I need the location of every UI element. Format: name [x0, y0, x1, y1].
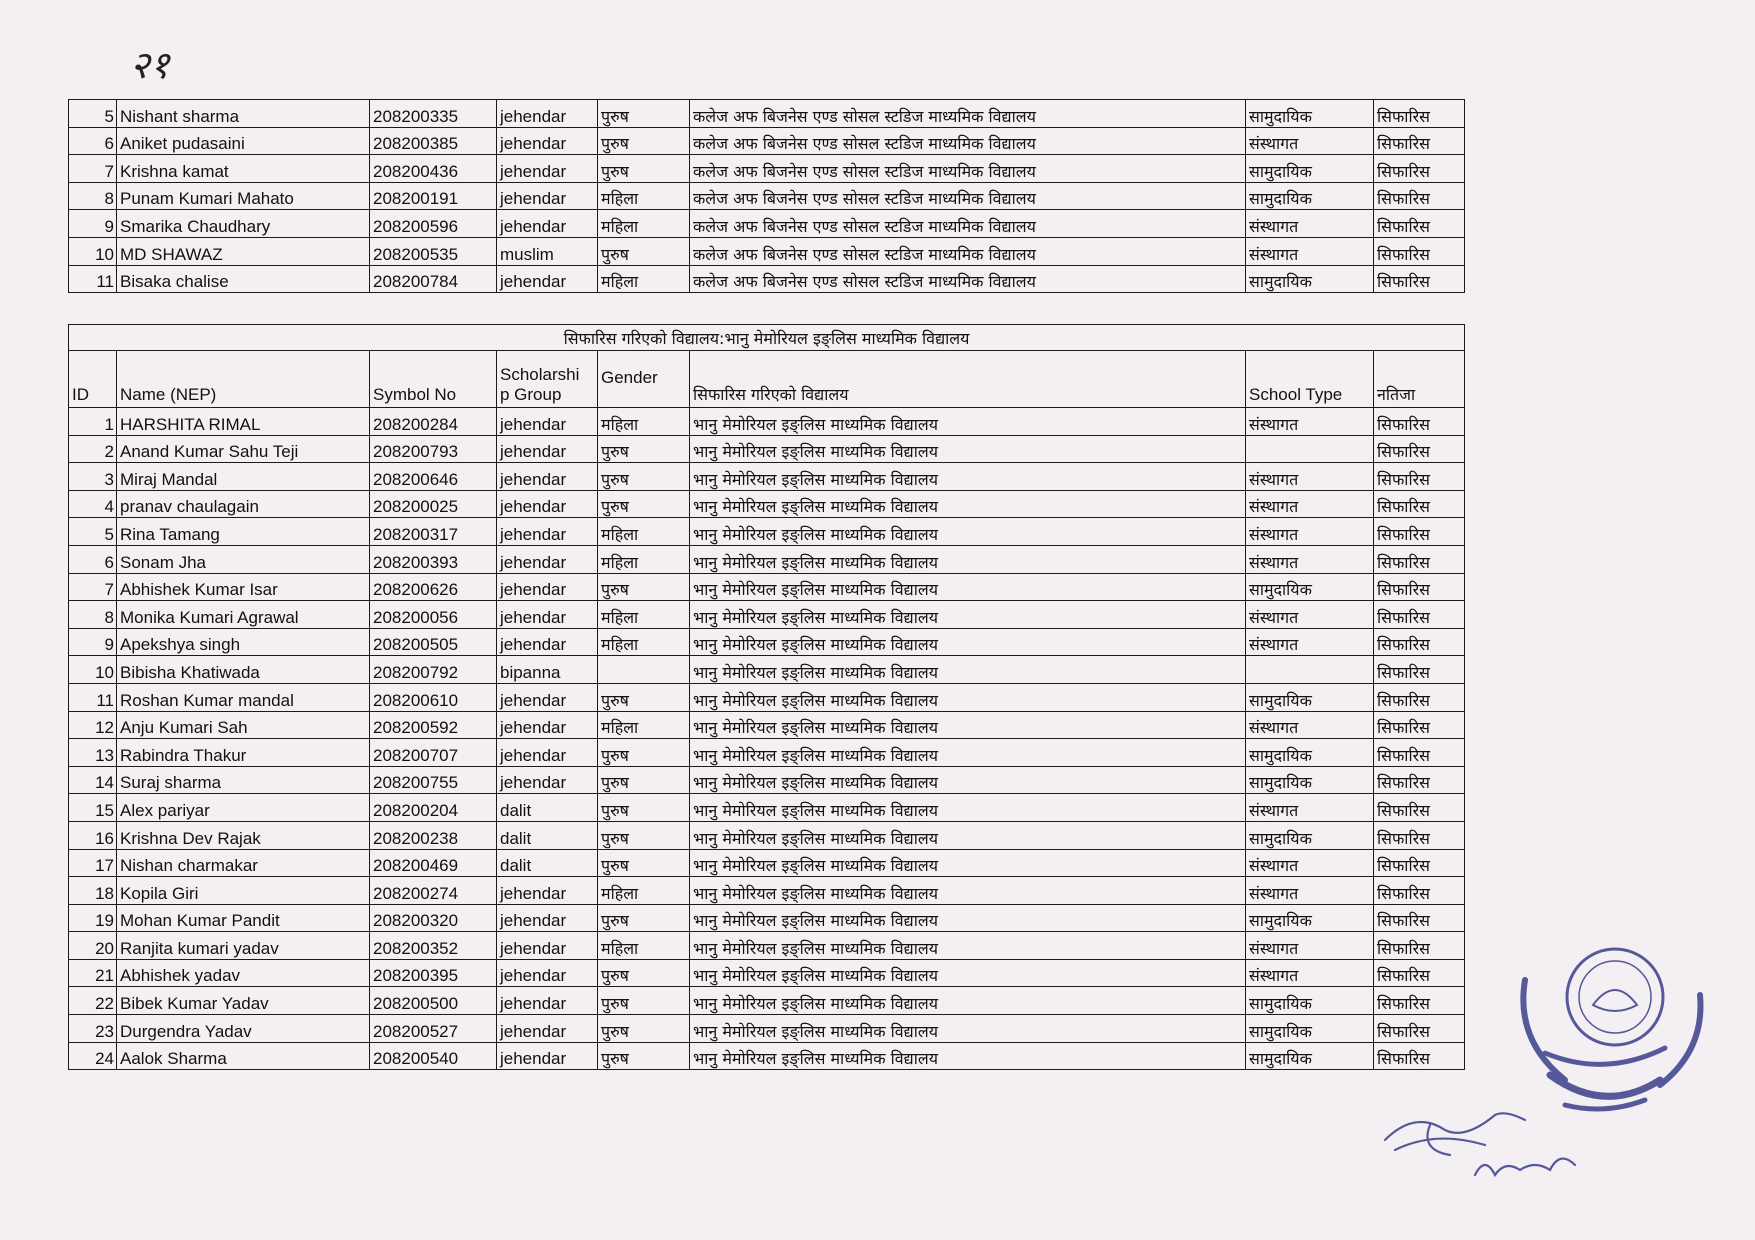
continued-results-table — [68, 99, 1465, 293]
table-row — [69, 821, 1465, 849]
cell-result: सिफारिस — [1374, 463, 1465, 491]
table-row — [69, 265, 1465, 293]
cell-gender: पुरुष — [598, 127, 690, 155]
cell-group: jehendar — [497, 628, 598, 656]
cell-school-type: संस्थागत — [1246, 711, 1374, 739]
table-row — [69, 237, 1465, 265]
header-school: सिफारिस गरिएको विद्यालय — [690, 351, 1246, 408]
cell-group: jehendar — [497, 1042, 598, 1070]
cell-school: भानु मेमोरियल इङ्लिस माध्यमिक विद्यालय — [690, 932, 1246, 960]
cell-school: भानु मेमोरियल इङ्लिस माध्यमिक विद्यालय — [690, 683, 1246, 711]
cell-symbol: 208200540 — [370, 1042, 497, 1070]
table-row — [69, 1042, 1465, 1070]
table-row — [69, 155, 1465, 183]
cell-id: 7 — [69, 573, 117, 601]
cell-result: सिफारिस — [1374, 904, 1465, 932]
cell-name: MD SHAWAZ — [117, 237, 370, 265]
header-group — [497, 351, 598, 408]
cell-gender: पुरुष — [598, 849, 690, 877]
cell-gender: पुरुष — [598, 959, 690, 987]
cell-school-type: संस्थागत — [1246, 545, 1374, 573]
cell-school-type: संस्थागत — [1246, 932, 1374, 960]
cell-group: jehendar — [497, 545, 598, 573]
cell-school-type: सामुदायिक — [1246, 155, 1374, 183]
cell-result: सिफारिस — [1374, 987, 1465, 1015]
cell-gender: पुरुष — [598, 1042, 690, 1070]
table-row — [69, 849, 1465, 877]
cell-id: 6 — [69, 545, 117, 573]
cell-gender: पुरुष — [598, 821, 690, 849]
cell-school: भानु मेमोरियल इङ्लिस माध्यमिक विद्यालय — [690, 1015, 1246, 1043]
cell-name: Abhishek yadav — [117, 959, 370, 987]
cell-group: jehendar — [497, 683, 598, 711]
table-row — [69, 794, 1465, 822]
cell-school: कलेज अफ बिजनेस एण्ड सोसल स्टडिज माध्यमिक विद्यालय — [690, 100, 1246, 128]
table-row — [69, 656, 1465, 684]
cell-group: jehendar — [497, 408, 598, 436]
cell-name: Krishna Dev Rajak — [117, 821, 370, 849]
table-row — [69, 628, 1465, 656]
cell-result: सिफारिस — [1374, 545, 1465, 573]
cell-group: dalit — [497, 821, 598, 849]
cell-gender: पुरुष — [598, 463, 690, 491]
cell-id: 8 — [69, 601, 117, 629]
cell-group: jehendar — [497, 877, 598, 905]
cell-group: jehendar — [497, 127, 598, 155]
cell-school-type: सामुदायिक — [1246, 100, 1374, 128]
cell-school: भानु मेमोरियल इङ्लिस माध्यमिक विद्यालय — [690, 601, 1246, 629]
cell-group: jehendar — [497, 766, 598, 794]
cell-school: भानु मेमोरियल इङ्लिस माध्यमिक विद्यालय — [690, 463, 1246, 491]
cell-school: कलेज अफ बिजनेस एण्ड सोसल स्टडिज माध्यमिक विद्यालय — [690, 210, 1246, 238]
cell-school-type: संस्थागत — [1246, 237, 1374, 265]
cell-result: सिफारिस — [1374, 435, 1465, 463]
cell-result: सिफारिस — [1374, 573, 1465, 601]
cell-gender: पुरुष — [598, 904, 690, 932]
cell-symbol: 208200626 — [370, 573, 497, 601]
cell-name: HARSHITA RIMAL — [117, 408, 370, 436]
cell-group: jehendar — [497, 210, 598, 238]
cell-school-type: संस्थागत — [1246, 518, 1374, 546]
cell-school: भानु मेमोरियल इङ्लिस माध्यमिक विद्यालय — [690, 739, 1246, 767]
cell-school-type: सामुदायिक — [1246, 739, 1374, 767]
cell-school: भानु मेमोरियल इङ्लिस माध्यमिक विद्यालय — [690, 849, 1246, 877]
cell-school-type: संस्थागत — [1246, 210, 1374, 238]
cell-result: सिफारिस — [1374, 766, 1465, 794]
cell-gender: पुरुष — [598, 739, 690, 767]
cell-result: सिफारिस — [1374, 155, 1465, 183]
cell-symbol: 208200395 — [370, 959, 497, 987]
cell-school: भानु मेमोरियल इङ्लिस माध्यमिक विद्यालय — [690, 959, 1246, 987]
cell-name: Bibisha Khatiwada — [117, 656, 370, 684]
cell-school: भानु मेमोरियल इङ्लिस माध्यमिक विद्यालय — [690, 794, 1246, 822]
cell-group: jehendar — [497, 932, 598, 960]
cell-group: jehendar — [497, 435, 598, 463]
cell-gender: महिला — [598, 877, 690, 905]
table-row — [69, 182, 1465, 210]
cell-gender: महिला — [598, 711, 690, 739]
cell-name: Rina Tamang — [117, 518, 370, 546]
cell-name: Kopila Giri — [117, 877, 370, 905]
cell-symbol: 208200320 — [370, 904, 497, 932]
cell-id: 15 — [69, 794, 117, 822]
cell-result: सिफारिस — [1374, 656, 1465, 684]
cell-name: Ranjita kumari yadav — [117, 932, 370, 960]
cell-result: सिफारिस — [1374, 182, 1465, 210]
cell-name: Bibek Kumar Yadav — [117, 987, 370, 1015]
cell-symbol: 208200352 — [370, 932, 497, 960]
cell-group: jehendar — [497, 265, 598, 293]
cell-group: jehendar — [497, 518, 598, 546]
page-number: २१ — [130, 43, 170, 87]
cell-id: 14 — [69, 766, 117, 794]
table-row — [69, 1015, 1465, 1043]
table-row — [69, 601, 1465, 629]
cell-school: भानु मेमोरियल इङ्लिस माध्यमिक विद्यालय — [690, 711, 1246, 739]
cell-result: सिफारिस — [1374, 1042, 1465, 1070]
cell-gender: महिला — [598, 210, 690, 238]
cell-symbol: 208200274 — [370, 877, 497, 905]
cell-group: muslim — [497, 237, 598, 265]
table-header-row — [69, 351, 1465, 408]
cell-symbol: 208200592 — [370, 711, 497, 739]
cell-id: 18 — [69, 877, 117, 905]
cell-id: 10 — [69, 237, 117, 265]
cell-name: Roshan Kumar mandal — [117, 683, 370, 711]
cell-gender: पुरुष — [598, 987, 690, 1015]
cell-school-type: संस्थागत — [1246, 794, 1374, 822]
cell-school-type: संस्थागत — [1246, 628, 1374, 656]
cell-school: भानु मेमोरियल इङ्लिस माध्यमिक विद्यालय — [690, 490, 1246, 518]
cell-id: 21 — [69, 959, 117, 987]
cell-gender: महिला — [598, 932, 690, 960]
cell-gender: महिला — [598, 628, 690, 656]
cell-school: भानु मेमोरियल इङ्लिस माध्यमिक विद्यालय — [690, 877, 1246, 905]
cell-id: 22 — [69, 987, 117, 1015]
cell-school: कलेज अफ बिजनेस एण्ड सोसल स्टडिज माध्यमिक विद्यालय — [690, 127, 1246, 155]
cell-gender: पुरुष — [598, 100, 690, 128]
cell-name: Smarika Chaudhary — [117, 210, 370, 238]
cell-symbol: 208200436 — [370, 155, 497, 183]
cell-group: jehendar — [497, 100, 598, 128]
cell-id: 3 — [69, 463, 117, 491]
cell-id: 8 — [69, 182, 117, 210]
cell-gender: पुरुष — [598, 794, 690, 822]
cell-result: सिफारिस — [1374, 601, 1465, 629]
cell-school-type: सामुदायिक — [1246, 573, 1374, 601]
cell-gender: पुरुष — [598, 683, 690, 711]
cell-symbol: 208200385 — [370, 127, 497, 155]
cell-name: Aniket pudasaini — [117, 127, 370, 155]
cell-group: jehendar — [497, 711, 598, 739]
continued-results-body — [69, 100, 1465, 293]
cell-name: Alex pariyar — [117, 794, 370, 822]
cell-group: jehendar — [497, 573, 598, 601]
cell-gender: महिला — [598, 408, 690, 436]
cell-symbol: 208200646 — [370, 463, 497, 491]
table-row — [69, 904, 1465, 932]
cell-symbol: 208200596 — [370, 210, 497, 238]
table-row — [69, 877, 1465, 905]
cell-id: 9 — [69, 210, 117, 238]
cell-name: Anju Kumari Sah — [117, 711, 370, 739]
cell-school-type: संस्थागत — [1246, 601, 1374, 629]
table-row — [69, 739, 1465, 767]
cell-group: dalit — [497, 849, 598, 877]
cell-group: jehendar — [497, 1015, 598, 1043]
header-name: Name (NEP) — [117, 351, 370, 408]
cell-school: भानु मेमोरियल इङ्लिस माध्यमिक विद्यालय — [690, 904, 1246, 932]
cell-group: jehendar — [497, 182, 598, 210]
cell-symbol: 208200393 — [370, 545, 497, 573]
cell-symbol: 208200505 — [370, 628, 497, 656]
cell-symbol: 208200792 — [370, 656, 497, 684]
cell-symbol: 208200793 — [370, 435, 497, 463]
cell-gender: पुरुष — [598, 155, 690, 183]
cell-id: 24 — [69, 1042, 117, 1070]
cell-gender: महिला — [598, 265, 690, 293]
cell-school-type — [1246, 435, 1374, 463]
cell-school-type: सामुदायिक — [1246, 821, 1374, 849]
cell-name: Anand Kumar Sahu Teji — [117, 435, 370, 463]
cell-id: 19 — [69, 904, 117, 932]
school-results-table — [68, 324, 1465, 1070]
cell-name: pranav chaulagain — [117, 490, 370, 518]
cell-name: Apekshya singh — [117, 628, 370, 656]
cell-id: 5 — [69, 100, 117, 128]
cell-id: 11 — [69, 683, 117, 711]
header-result: नतिजा — [1374, 351, 1465, 408]
table-row — [69, 100, 1465, 128]
cell-gender: महिला — [598, 182, 690, 210]
cell-symbol: 208200284 — [370, 408, 497, 436]
cell-school-type: संस्थागत — [1246, 127, 1374, 155]
cell-school: भानु मेमोरियल इङ्लिस माध्यमिक विद्यालय — [690, 408, 1246, 436]
cell-school-type — [1246, 656, 1374, 684]
cell-gender: महिला — [598, 601, 690, 629]
table-row — [69, 408, 1465, 436]
cell-result: सिफारिस — [1374, 711, 1465, 739]
cell-gender: पुरुष — [598, 1015, 690, 1043]
cell-gender: पुरुष — [598, 490, 690, 518]
cell-group: jehendar — [497, 739, 598, 767]
cell-school-type: संस्थागत — [1246, 959, 1374, 987]
cell-gender: पुरुष — [598, 435, 690, 463]
cell-symbol: 208200500 — [370, 987, 497, 1015]
cell-id: 11 — [69, 265, 117, 293]
cell-result: सिफारिस — [1374, 932, 1465, 960]
cell-school-type: सामुदायिक — [1246, 265, 1374, 293]
cell-result: सिफारिस — [1374, 490, 1465, 518]
cell-group: jehendar — [497, 490, 598, 518]
cell-id: 9 — [69, 628, 117, 656]
header-school-type: School Type — [1246, 351, 1374, 408]
cell-symbol: 208200025 — [370, 490, 497, 518]
cell-school: कलेज अफ बिजनेस एण्ड सोसल स्टडिज माध्यमिक विद्यालय — [690, 182, 1246, 210]
cell-group: jehendar — [497, 601, 598, 629]
cell-school-type: सामुदायिक — [1246, 683, 1374, 711]
cell-name: Durgendra Yadav — [117, 1015, 370, 1043]
table-title: सिफारिस गरिएको विद्यालय:भानु मेमोरियल इङ्लिस माध्यमिक विद्यालय — [69, 325, 1465, 351]
cell-group: dalit — [497, 794, 598, 822]
header-symbol: Symbol No — [370, 351, 497, 408]
cell-id: 16 — [69, 821, 117, 849]
table-row — [69, 463, 1465, 491]
cell-symbol: 208200707 — [370, 739, 497, 767]
cell-school: कलेज अफ बिजनेस एण्ड सोसल स्टडिज माध्यमिक विद्यालय — [690, 237, 1246, 265]
cell-result: सिफारिस — [1374, 408, 1465, 436]
cell-name: Krishna kamat — [117, 155, 370, 183]
cell-result: सिफारिस — [1374, 794, 1465, 822]
header-gender: Gender — [598, 351, 690, 408]
cell-school-type: सामुदायिक — [1246, 904, 1374, 932]
cell-result: सिफारिस — [1374, 628, 1465, 656]
cell-symbol: 208200191 — [370, 182, 497, 210]
cell-symbol: 208200238 — [370, 821, 497, 849]
cell-school-type: सामुदायिक — [1246, 766, 1374, 794]
table-row — [69, 711, 1465, 739]
table-row — [69, 545, 1465, 573]
cell-school-type: संस्थागत — [1246, 408, 1374, 436]
cell-group: jehendar — [497, 959, 598, 987]
cell-school: भानु मेमोरियल इङ्लिस माध्यमिक विद्यालय — [690, 545, 1246, 573]
cell-id: 7 — [69, 155, 117, 183]
table-row — [69, 683, 1465, 711]
cell-name: Suraj sharma — [117, 766, 370, 794]
cell-school: भानु मेमोरियल इङ्लिस माध्यमिक विद्यालय — [690, 656, 1246, 684]
table-row — [69, 127, 1465, 155]
cell-group: jehendar — [497, 155, 598, 183]
cell-symbol: 208200056 — [370, 601, 497, 629]
table-row — [69, 518, 1465, 546]
cell-gender: पुरुष — [598, 573, 690, 601]
cell-symbol: 208200755 — [370, 766, 497, 794]
cell-school: भानु मेमोरियल इङ्लिस माध्यमिक विद्यालय — [690, 821, 1246, 849]
cell-symbol: 208200204 — [370, 794, 497, 822]
cell-id: 23 — [69, 1015, 117, 1043]
school-results-body — [69, 408, 1465, 1070]
cell-school-type: सामुदायिक — [1246, 182, 1374, 210]
cell-school-type: सामुदायिक — [1246, 1015, 1374, 1043]
cell-school-type: संस्थागत — [1246, 463, 1374, 491]
cell-id: 6 — [69, 127, 117, 155]
table-row — [69, 573, 1465, 601]
cell-school: भानु मेमोरियल इङ्लिस माध्यमिक विद्यालय — [690, 518, 1246, 546]
cell-school: कलेज अफ बिजनेस एण्ड सोसल स्टडिज माध्यमिक विद्यालय — [690, 265, 1246, 293]
cell-id: 12 — [69, 711, 117, 739]
cell-result: सिफारिस — [1374, 849, 1465, 877]
cell-result: सिफारिस — [1374, 265, 1465, 293]
cell-id: 20 — [69, 932, 117, 960]
cell-result: सिफारिस — [1374, 959, 1465, 987]
header-group-line2: p Group — [500, 385, 562, 404]
cell-id: 2 — [69, 435, 117, 463]
cell-id: 10 — [69, 656, 117, 684]
cell-gender: पुरुष — [598, 766, 690, 794]
cell-symbol: 208200317 — [370, 518, 497, 546]
cell-school: भानु मेमोरियल इङ्लिस माध्यमिक विद्यालय — [690, 1042, 1246, 1070]
cell-name: Miraj Mandal — [117, 463, 370, 491]
cell-gender: महिला — [598, 518, 690, 546]
table-row — [69, 766, 1465, 794]
cell-gender: महिला — [598, 545, 690, 573]
cell-name: Mohan Kumar Pandit — [117, 904, 370, 932]
cell-symbol: 208200335 — [370, 100, 497, 128]
cell-name: Bisaka chalise — [117, 265, 370, 293]
cell-result: सिफारिस — [1374, 821, 1465, 849]
cell-symbol: 208200784 — [370, 265, 497, 293]
cell-id: 17 — [69, 849, 117, 877]
cell-school: भानु मेमोरियल इङ्लिस माध्यमिक विद्यालय — [690, 628, 1246, 656]
cell-name: Monika Kumari Agrawal — [117, 601, 370, 629]
cell-name: Abhishek Kumar Isar — [117, 573, 370, 601]
cell-name: Nishant sharma — [117, 100, 370, 128]
header-id: ID — [69, 351, 117, 408]
signature — [1375, 1100, 1585, 1190]
cell-gender: पुरुष — [598, 237, 690, 265]
cell-school: भानु मेमोरियल इङ्लिस माध्यमिक विद्यालय — [690, 435, 1246, 463]
cell-school-type: सामुदायिक — [1246, 1042, 1374, 1070]
cell-name: Nishan charmakar — [117, 849, 370, 877]
header-group-line1: Scholarshi — [500, 365, 580, 384]
cell-id: 4 — [69, 490, 117, 518]
cell-school-type: सामुदायिक — [1246, 987, 1374, 1015]
cell-result: सिफारिस — [1374, 1015, 1465, 1043]
table-row — [69, 210, 1465, 238]
cell-school-type: संस्थागत — [1246, 849, 1374, 877]
cell-school: भानु मेमोरियल इङ्लिस माध्यमिक विद्यालय — [690, 987, 1246, 1015]
cell-symbol: 208200469 — [370, 849, 497, 877]
cell-school-type: संस्थागत — [1246, 490, 1374, 518]
cell-result: सिफारिस — [1374, 100, 1465, 128]
table-title-row — [69, 325, 1465, 351]
cell-school: भानु मेमोरियल इङ्लिस माध्यमिक विद्यालय — [690, 766, 1246, 794]
cell-result: सिफारिस — [1374, 237, 1465, 265]
table-row — [69, 987, 1465, 1015]
cell-group: jehendar — [497, 463, 598, 491]
table-row — [69, 959, 1465, 987]
cell-id: 1 — [69, 408, 117, 436]
cell-name: Sonam Jha — [117, 545, 370, 573]
cell-symbol: 208200610 — [370, 683, 497, 711]
table-row — [69, 435, 1465, 463]
cell-school-type: संस्थागत — [1246, 877, 1374, 905]
cell-school: भानु मेमोरियल इङ्लिस माध्यमिक विद्यालय — [690, 573, 1246, 601]
cell-name: Punam Kumari Mahato — [117, 182, 370, 210]
cell-symbol: 208200535 — [370, 237, 497, 265]
cell-result: सिफारिस — [1374, 683, 1465, 711]
cell-group: jehendar — [497, 904, 598, 932]
table-row — [69, 490, 1465, 518]
cell-result: सिफारिस — [1374, 877, 1465, 905]
cell-result: सिफारिस — [1374, 739, 1465, 767]
cell-gender — [598, 656, 690, 684]
cell-group: jehendar — [497, 987, 598, 1015]
cell-result: सिफारिस — [1374, 518, 1465, 546]
cell-result: सिफारिस — [1374, 210, 1465, 238]
cell-name: Rabindra Thakur — [117, 739, 370, 767]
cell-group: bipanna — [497, 656, 598, 684]
cell-name: Aalok Sharma — [117, 1042, 370, 1070]
cell-result: सिफारिस — [1374, 127, 1465, 155]
cell-symbol: 208200527 — [370, 1015, 497, 1043]
table-row — [69, 932, 1465, 960]
cell-id: 5 — [69, 518, 117, 546]
cell-school: कलेज अफ बिजनेस एण्ड सोसल स्टडिज माध्यमिक विद्यालय — [690, 155, 1246, 183]
cell-id: 13 — [69, 739, 117, 767]
